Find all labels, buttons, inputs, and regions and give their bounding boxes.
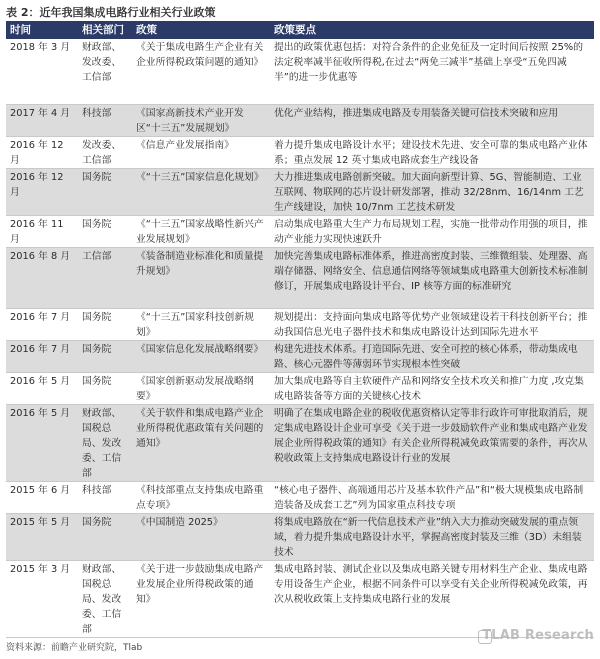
cell-dept: 发改委、工信部 — [78, 137, 132, 169]
cell-time: 2017 年 4 月 — [6, 105, 78, 137]
cell-dept: 科技部 — [78, 105, 132, 137]
cell-points: 规划提出：支持面向集成电路等优势产业领域建设若干科技创新平台；推动我国信息光电子器件技术和集成电路设计达到国际先进水平 — [270, 309, 594, 341]
cell-dept: 财政部、发改委、工信部 — [78, 39, 132, 105]
table-row — [6, 514, 594, 561]
table-caption: 表 2：近年我国集成电路行业相关行业政策 — [6, 6, 216, 19]
table-body — [6, 39, 594, 638]
table-row — [6, 169, 594, 216]
cell-policy: 《“十三五”国家信息化规划》 — [132, 169, 270, 216]
cell-policy: 《国家高新技术产业开发区“十三五”发展规划》 — [132, 105, 270, 137]
cell-time: 2016 年 5 月 — [6, 405, 78, 482]
cell-points: “核心电子器件、高端通用芯片及基本软件产品”和“极大规模集成电路制造装备及成套工艺”列为国家重点科技专项 — [270, 482, 594, 514]
table-row — [6, 561, 594, 638]
header-points: 政策要点 — [270, 21, 594, 39]
cell-points: 启动集成电路重大生产力布局规划工程，实施一批带动作用强的项目，推动产业能力实现快速跃升 — [270, 216, 594, 248]
cell-time: 2015 年 6 月 — [6, 482, 78, 514]
cell-time: 2016 年 11 月 — [6, 216, 78, 248]
table-row — [6, 373, 594, 405]
cell-dept: 财政部、国税总局、发改委、工信部 — [78, 561, 132, 638]
cell-time: 2016 年 7 月 — [6, 341, 78, 373]
cell-dept: 国务院 — [78, 341, 132, 373]
cell-time: 2015 年 3 月 — [6, 561, 78, 638]
policy-table — [6, 21, 594, 638]
cell-policy: 《科技部重点支持集成电路重点专项》 — [132, 482, 270, 514]
table-row — [6, 216, 594, 248]
cell-policy: 《关于集成电路生产企业有关企业所得税政策问题的通知》 — [132, 39, 270, 105]
table-row — [6, 341, 594, 373]
table-row — [6, 39, 594, 105]
cell-points: 提出的政策优惠包括：对符合条件的企业免征及一定时间后按照 25%的法定税率减半征收所得税,在过去“两免三减半”基础上享受“五免四减半”的进一步优惠等 — [270, 39, 594, 105]
cell-time: 2016 年 5 月 — [6, 373, 78, 405]
cell-points: 加快完善集成电路标准体系，推进高密度封装、三维微组装、处理器、高端存储器、网络安全、信息通信网络等领域集成电路重大创新技术标准制修订，开展集成电路设计平台、IP 核等方面的标准研究 — [270, 248, 594, 309]
cell-time: 2016 年 8 月 — [6, 248, 78, 309]
cell-policy: 《关于软件和集成电路产业企业所得税优惠政策有关问题的通知》 — [132, 405, 270, 482]
table-header-row — [6, 21, 594, 39]
cell-points: 优化产业结构，推进集成电路及专用装备关键可信技术突破和应用 — [270, 105, 594, 137]
cell-time: 2016 年 12 月 — [6, 137, 78, 169]
cell-time: 2016 年 7 月 — [6, 309, 78, 341]
cell-dept: 工信部 — [78, 248, 132, 309]
cell-points: 构建先进技术体系。打造国际先进、安全可控的核心体系，带动集成电路、核心元器件等薄弱环节实现根本性突破 — [270, 341, 594, 373]
cell-points: 明确了在集成电路企业的税收优惠资格认定等非行政许可审批取消后，规定集成电路设计企业可享受《关于进一步鼓励软件产业和集成电路产业发展企业所得税政策的通知》有关企业所得税减免政策需要的条件，再次从税收政策上支持集成电路设计行业的发展 — [270, 405, 594, 482]
cell-policy: 《“十三五”国家战略性新兴产业发展规划》 — [132, 216, 270, 248]
cell-policy: 《中国制造 2025》 — [132, 514, 270, 561]
cell-policy: 《国家创新驱动发展战略纲要》 — [132, 373, 270, 405]
cell-dept: 国务院 — [78, 309, 132, 341]
cell-dept: 财政部、国税总局、发改委、工信部 — [78, 405, 132, 482]
cell-dept: 国务院 — [78, 514, 132, 561]
cell-policy: 《国家信息化发展战略纲要》 — [132, 341, 270, 373]
cell-dept: 国务院 — [78, 373, 132, 405]
table-row — [6, 405, 594, 482]
cell-points: 着力提升集成电路设计水平；建设技术先进、安全可靠的集成电路产业体系；重点发展 12 英寸集成电路成套生产线设备 — [270, 137, 594, 169]
cell-dept: 国务院 — [78, 216, 132, 248]
source-note: 资料来源：前瞻产业研究院，Tlab — [6, 643, 143, 653]
cell-points: 将集成电路放在“新一代信息技术产业”纳入大力推动突破发展的重点领域，着力提升集成电路设计水平，掌握高密度封装及三维（3D）未组装技术 — [270, 514, 594, 561]
cell-time: 2016 年 12 月 — [6, 169, 78, 216]
table-row — [6, 482, 594, 514]
cell-dept: 国务院 — [78, 169, 132, 216]
header-dept: 相关部门 — [78, 21, 132, 39]
cell-points: 集成电路封装、测试企业以及集成电路关键专用材料生产企业、集成电路专用设备生产企业，根据不同条件可以享受有关企业所得税减免政策，再次从税收政策上支持集成电路行业的发展 — [270, 561, 594, 638]
table-row — [6, 248, 594, 309]
header-policy: 政策 — [132, 21, 270, 39]
table-row — [6, 137, 594, 169]
watermark: TLAB Research — [482, 628, 594, 643]
cell-time: 2018 年 3 月 — [6, 39, 78, 105]
header-time: 时间 — [6, 21, 78, 39]
table-row — [6, 309, 594, 341]
table-row — [6, 105, 594, 137]
cell-policy: 《信息产业发展指南》 — [132, 137, 270, 169]
cell-dept: 科技部 — [78, 482, 132, 514]
cell-points: 加大集成电路等自主软硬件产品和网络安全技术攻关和推广力度 ,攻克集成电路装备等方面的关键核心技术 — [270, 373, 594, 405]
cell-policy: 《装备制造业标准化和质量提升规划》 — [132, 248, 270, 309]
cell-policy: 《关于进一步鼓励集成电路产业发展企业所得税政策的通知》 — [132, 561, 270, 638]
cell-policy: 《“十三五”国家科技创新规划》 — [132, 309, 270, 341]
cell-points: 大力推进集成电路创新突破。加大面向新型计算、5G、智能制造、工业互联网、物联网的芯片设计研发部署，推动 32/28nm、16/14nm 工艺生产线建设，加快 10/7nm 工艺技术研发 — [270, 169, 594, 216]
cell-time: 2015 年 5 月 — [6, 514, 78, 561]
